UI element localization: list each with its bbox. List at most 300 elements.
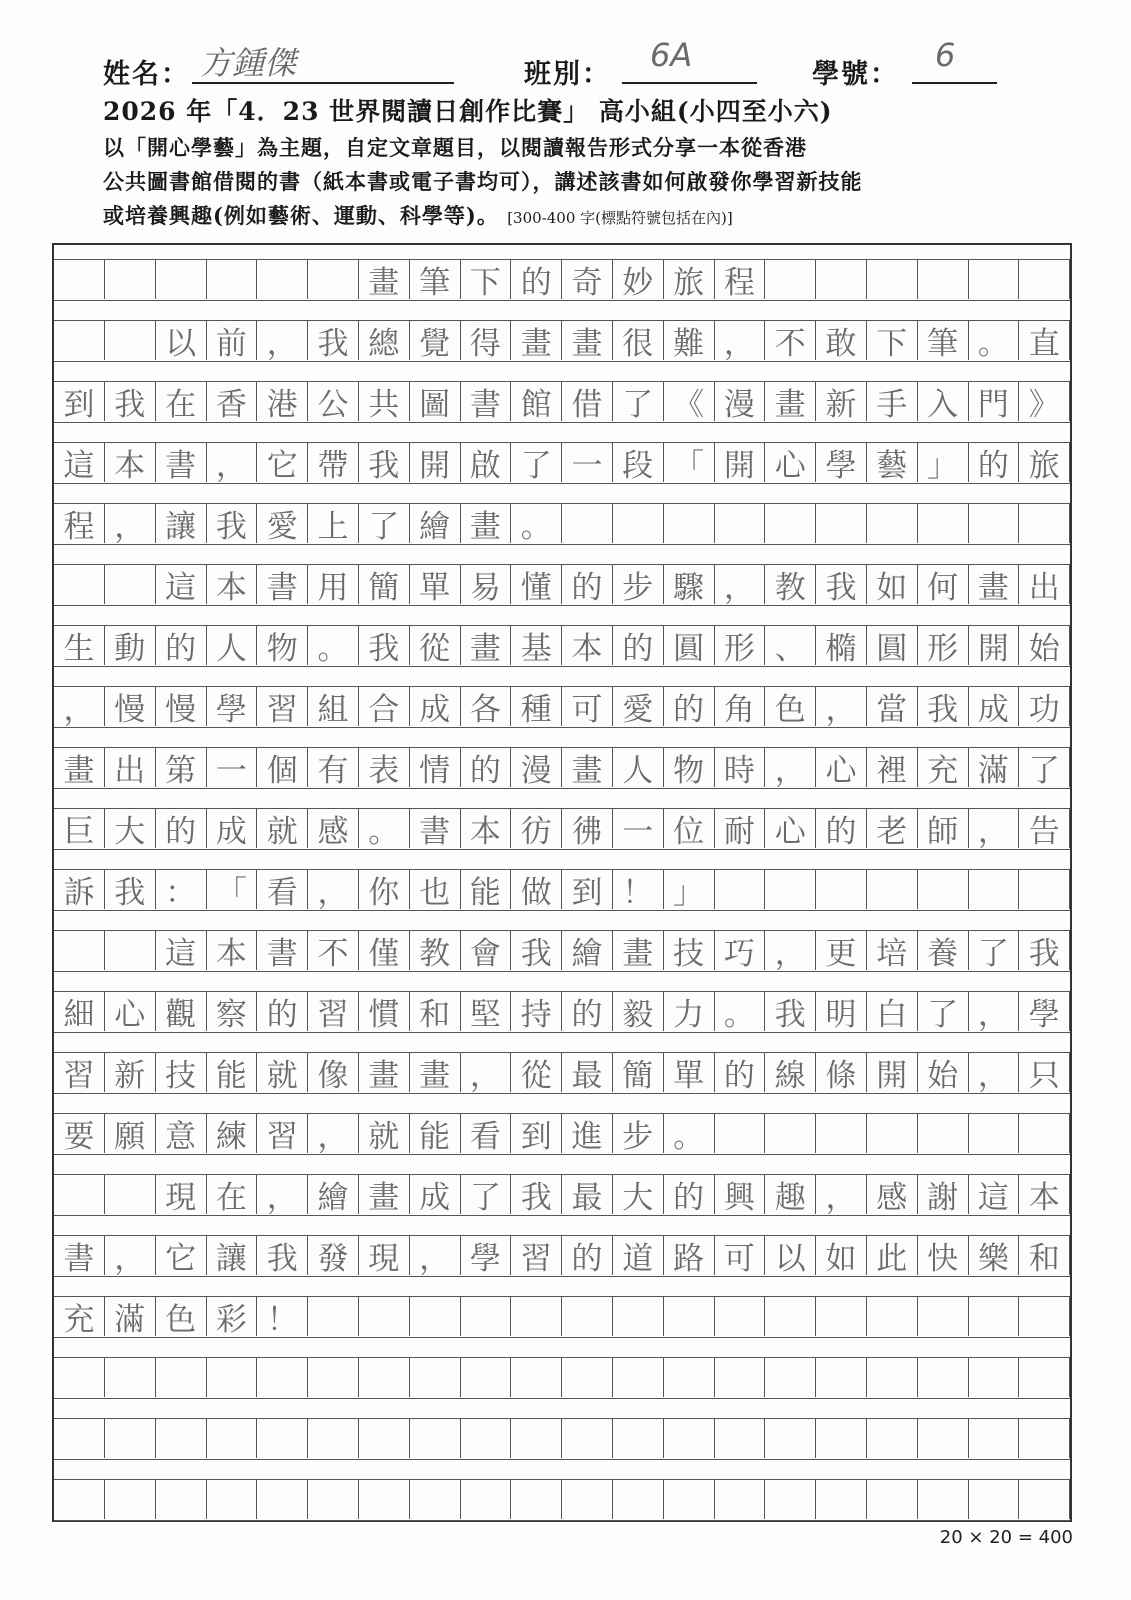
grid-cell: 到	[54, 382, 105, 421]
grid-cell: 組	[308, 687, 359, 726]
grid-cell	[1019, 1480, 1070, 1519]
grid-cell: 覺	[410, 321, 461, 360]
grid-cell: ！	[257, 1297, 308, 1336]
grid-cell	[105, 1175, 156, 1214]
grid-cell: 線	[765, 1053, 816, 1092]
grid-cell: 共	[359, 382, 410, 421]
grid-cell	[613, 1297, 664, 1336]
grid-cell	[714, 1419, 765, 1458]
grid-cell: 筆	[918, 321, 969, 360]
essay-row	[54, 747, 1070, 789]
grid-cell: 」	[664, 870, 715, 909]
grid-cell	[968, 1358, 1019, 1397]
grid-cell: 也	[410, 870, 461, 909]
grid-cell: 以	[156, 321, 207, 360]
number-value: 6	[935, 36, 956, 74]
grid-count-label: 20 × 20 = 400	[939, 1527, 1073, 1548]
grid-cell: 用	[308, 565, 359, 604]
grid-cell: 慢	[105, 687, 156, 726]
grid-cell: 種	[511, 687, 562, 726]
essay-row	[54, 991, 1070, 1033]
grid-cell: 這	[156, 931, 207, 970]
grid-cell: 我	[206, 504, 257, 543]
grid-cell: 本	[105, 443, 156, 482]
number-label: 學號：	[812, 59, 899, 90]
grid-cell: ！	[613, 870, 664, 909]
grid-cell: 畫	[359, 1053, 410, 1092]
grid-cell: 漫	[511, 748, 562, 787]
essay-row	[54, 1479, 1070, 1521]
grid-cell	[867, 870, 918, 909]
grid-cell: 情	[410, 748, 461, 787]
grid-cell	[206, 1358, 257, 1397]
grid-cell: 繪	[562, 931, 613, 970]
grid-cell	[257, 1419, 308, 1458]
grid-cell: 本	[206, 565, 257, 604]
grid-cell: 畫	[765, 382, 816, 421]
grid-cell	[410, 1358, 461, 1397]
grid-cell: 看	[460, 1114, 511, 1153]
grid-cell: 心	[765, 809, 816, 848]
grid-cell: 開	[410, 443, 461, 482]
grid-cell: 始	[1019, 626, 1070, 665]
grid-cell	[613, 1358, 664, 1397]
grid-cell	[918, 1114, 969, 1153]
grid-cell: ，	[968, 1053, 1019, 1092]
grid-cell: 持	[511, 992, 562, 1031]
grid-cell: 我	[105, 870, 156, 909]
grid-cell	[257, 1480, 308, 1519]
name-value: 方鍾傑	[200, 44, 297, 82]
grid-cell	[918, 1419, 969, 1458]
grid-cell	[714, 870, 765, 909]
grid-cell	[308, 1358, 359, 1397]
grid-cell	[765, 1358, 816, 1397]
grid-cell: ，	[308, 870, 359, 909]
grid-cell: 圓	[664, 626, 715, 665]
grid-cell: 驟	[664, 565, 715, 604]
grid-cell	[562, 1297, 613, 1336]
grid-cell: 本	[206, 931, 257, 970]
grid-cell	[765, 1297, 816, 1336]
grid-cell	[714, 1358, 765, 1397]
grid-cell: 告	[1019, 809, 1070, 848]
grid-cell: 書	[156, 443, 207, 482]
grid-cell: 一	[613, 809, 664, 848]
grid-cell: 感	[867, 1175, 918, 1214]
grid-cell: 簡	[613, 1053, 664, 1092]
writing-grid	[52, 243, 1072, 1522]
grid-cell	[359, 1358, 410, 1397]
grid-cell: 啟	[460, 443, 511, 482]
grid-cell: 現	[156, 1175, 207, 1214]
grid-cell: 何	[918, 565, 969, 604]
grid-cell: 出	[105, 748, 156, 787]
grid-cell: 各	[460, 687, 511, 726]
grid-cell: 不	[308, 931, 359, 970]
grid-cell: 繪	[308, 1175, 359, 1214]
essay-row	[54, 1418, 1070, 1460]
grid-cell	[867, 504, 918, 543]
grid-cell: 物	[664, 748, 715, 787]
grid-cell	[714, 1114, 765, 1153]
grid-cell	[918, 504, 969, 543]
grid-cell: 了	[460, 1175, 511, 1214]
grid-cell: 心	[765, 443, 816, 482]
grid-cell: 一	[562, 443, 613, 482]
grid-cell: 看	[257, 870, 308, 909]
grid-cell: 的	[613, 626, 664, 665]
grid-cell: 的	[816, 809, 867, 848]
grid-cell: 我	[816, 565, 867, 604]
grid-cell: 如	[816, 1236, 867, 1275]
header	[0, 0, 1131, 240]
grid-cell: 單	[664, 1053, 715, 1092]
grid-cell: 下	[867, 321, 918, 360]
grid-cell	[105, 565, 156, 604]
grid-cell: 成	[968, 687, 1019, 726]
grid-cell: 得	[460, 321, 511, 360]
grid-cell	[867, 1358, 918, 1397]
grid-cell	[54, 1175, 105, 1214]
grid-cell: 學	[816, 443, 867, 482]
grid-cell	[105, 1419, 156, 1458]
grid-cell: 」	[918, 443, 969, 482]
grid-cell: 我	[359, 443, 410, 482]
grid-cell: 妙	[613, 260, 664, 299]
grid-cell: 圓	[867, 626, 918, 665]
grid-cell	[54, 1419, 105, 1458]
grid-cell: 以	[765, 1236, 816, 1275]
grid-cell	[765, 1419, 816, 1458]
grid-cell: 有	[308, 748, 359, 787]
grid-cell: 。	[714, 992, 765, 1031]
grid-cell: 畫	[968, 565, 1019, 604]
grid-cell	[664, 1358, 715, 1397]
grid-cell: 學	[460, 1236, 511, 1275]
grid-cell: 道	[613, 1236, 664, 1275]
grid-cell: 我	[257, 1236, 308, 1275]
grid-cell: 在	[156, 382, 207, 421]
grid-cell	[765, 870, 816, 909]
grid-cell	[968, 1480, 1019, 1519]
grid-cell: 巧	[714, 931, 765, 970]
grid-cell: 最	[562, 1053, 613, 1092]
grid-cell	[867, 1419, 918, 1458]
grid-cell: 練	[206, 1114, 257, 1153]
grid-cell	[816, 1297, 867, 1336]
grid-cell: 培	[867, 931, 918, 970]
grid-cell: 圖	[410, 382, 461, 421]
grid-cell: 上	[308, 504, 359, 543]
grid-cell	[664, 1419, 715, 1458]
grid-cell: 物	[257, 626, 308, 665]
grid-cell: 書	[54, 1236, 105, 1275]
grid-cell: ，	[257, 321, 308, 360]
grid-cell	[867, 1114, 918, 1153]
grid-cell: ，	[460, 1053, 511, 1092]
essay-row	[54, 320, 1070, 362]
grid-cell: 師	[918, 809, 969, 848]
grid-cell: ，	[257, 1175, 308, 1214]
grid-cell: 開	[867, 1053, 918, 1092]
grid-cell	[816, 260, 867, 299]
grid-cell: 如	[867, 565, 918, 604]
grid-cell: ，	[105, 504, 156, 543]
grid-cell: 巨	[54, 809, 105, 848]
grid-cell: 從	[511, 1053, 562, 1092]
grid-cell: 條	[816, 1053, 867, 1092]
grid-cell: 始	[918, 1053, 969, 1092]
grid-cell: 到	[511, 1114, 562, 1153]
grid-cell: 成	[410, 687, 461, 726]
grid-cell: 的	[156, 809, 207, 848]
grid-cell	[156, 1419, 207, 1458]
grid-cell: 耐	[714, 809, 765, 848]
grid-cell	[511, 1480, 562, 1519]
grid-cell: 新	[816, 382, 867, 421]
grid-cell: ，	[968, 992, 1019, 1031]
grid-cell: 》	[1019, 382, 1070, 421]
grid-cell	[562, 1480, 613, 1519]
grid-cell: 。	[308, 626, 359, 665]
essay-row	[54, 869, 1070, 911]
grid-cell	[156, 1480, 207, 1519]
grid-cell	[918, 870, 969, 909]
grid-cell: 裡	[867, 748, 918, 787]
grid-cell: 充	[918, 748, 969, 787]
grid-cell	[308, 1480, 359, 1519]
grid-cell	[54, 1358, 105, 1397]
grid-cell: 我	[511, 931, 562, 970]
grid-cell: 畫	[511, 321, 562, 360]
grid-cell: ，	[765, 931, 816, 970]
grid-cell: 基	[511, 626, 562, 665]
grid-cell: 會	[460, 931, 511, 970]
grid-cell: 習	[511, 1236, 562, 1275]
grid-cell: 了	[968, 931, 1019, 970]
grid-cell: 我	[359, 626, 410, 665]
grid-cell: 的	[511, 260, 562, 299]
grid-cell: 奇	[562, 260, 613, 299]
grid-cell	[664, 1297, 715, 1336]
grid-cell: 角	[714, 687, 765, 726]
grid-cell: 你	[359, 870, 410, 909]
essay-row	[54, 442, 1070, 484]
essay-row	[54, 686, 1070, 728]
grid-cell	[562, 1358, 613, 1397]
grid-cell	[1019, 870, 1070, 909]
grid-cell	[511, 1419, 562, 1458]
grid-cell: 難	[664, 321, 715, 360]
grid-cell: 時	[714, 748, 765, 787]
grid-cell: 步	[613, 1114, 664, 1153]
grid-cell	[613, 1480, 664, 1519]
grid-cell: 借	[562, 382, 613, 421]
grid-cell: 養	[918, 931, 969, 970]
grid-cell: 它	[156, 1236, 207, 1275]
grid-cell: 藝	[867, 443, 918, 482]
grid-cell: 入	[918, 382, 969, 421]
grid-cell: 色	[765, 687, 816, 726]
grid-cell: 能	[460, 870, 511, 909]
grid-cell	[156, 260, 207, 299]
grid-cell: 表	[359, 748, 410, 787]
grid-cell: 這	[54, 443, 105, 482]
grid-cell: 本	[1019, 1175, 1070, 1214]
grid-cell: 的	[257, 992, 308, 1031]
grid-cell	[714, 504, 765, 543]
grid-cell: 功	[1019, 687, 1070, 726]
essay-row	[54, 381, 1070, 423]
grid-cell: ，	[816, 1175, 867, 1214]
grid-cell	[460, 1480, 511, 1519]
grid-cell: ，	[765, 748, 816, 787]
grid-cell: 教	[765, 565, 816, 604]
grid-cell: 「	[664, 443, 715, 482]
grid-cell: 單	[410, 565, 461, 604]
grid-cell: 了	[359, 504, 410, 543]
grid-cell: 愛	[257, 504, 308, 543]
instruction-line-2: 公共圖書館借閱的書（紙本書或電子書均可），講述該書如何啟發你學習新技能	[103, 169, 863, 194]
grid-cell: 了	[511, 443, 562, 482]
grid-cell	[968, 260, 1019, 299]
grid-cell: 畫	[613, 931, 664, 970]
grid-cell	[765, 504, 816, 543]
essay-row	[54, 1052, 1070, 1094]
grid-cell: 手	[867, 382, 918, 421]
grid-cell	[105, 931, 156, 970]
grid-cell	[206, 260, 257, 299]
essay-row	[54, 625, 1070, 667]
grid-cell: 程	[714, 260, 765, 299]
grid-cell: 心	[105, 992, 156, 1031]
grid-cell	[816, 504, 867, 543]
grid-cell: 習	[54, 1053, 105, 1092]
grid-cell	[562, 504, 613, 543]
grid-cell	[511, 1297, 562, 1336]
grid-cell: 彩	[206, 1297, 257, 1336]
grid-cell	[308, 260, 359, 299]
grid-cell: 滿	[968, 748, 1019, 787]
grid-cell: 我	[918, 687, 969, 726]
grid-cell	[968, 1297, 1019, 1336]
grid-cell: 書	[410, 809, 461, 848]
grid-cell: ，	[206, 443, 257, 482]
grid-cell: 能	[206, 1053, 257, 1092]
grid-cell: 就	[257, 1053, 308, 1092]
grid-cell: 色	[156, 1297, 207, 1336]
grid-cell: 習	[257, 1114, 308, 1153]
grid-cell	[816, 1114, 867, 1153]
grid-cell: ，	[410, 1236, 461, 1275]
grid-cell	[968, 1114, 1019, 1153]
grid-cell	[765, 1114, 816, 1153]
grid-cell: 簡	[359, 565, 410, 604]
grid-cell	[460, 1358, 511, 1397]
grid-cell: 快	[918, 1236, 969, 1275]
grid-cell: 我	[308, 321, 359, 360]
grid-cell: 和	[410, 992, 461, 1031]
grid-cell: 大	[613, 1175, 664, 1214]
grid-cell: 明	[816, 992, 867, 1031]
grid-cell	[816, 1480, 867, 1519]
grid-cell: 敢	[816, 321, 867, 360]
grid-cell: 願	[105, 1114, 156, 1153]
grid-cell: 畫	[460, 504, 511, 543]
grid-cell: 慣	[359, 992, 410, 1031]
grid-cell: 白	[867, 992, 918, 1031]
grid-cell: 香	[206, 382, 257, 421]
grid-cell: 我	[105, 382, 156, 421]
grid-cell: 畫	[359, 260, 410, 299]
grid-cell: 帶	[308, 443, 359, 482]
grid-cell: 堅	[460, 992, 511, 1031]
grid-cell: 彿	[562, 809, 613, 848]
grid-cell: 了	[918, 992, 969, 1031]
grid-cell	[918, 1480, 969, 1519]
grid-cell: 本	[460, 809, 511, 848]
grid-cell	[613, 1419, 664, 1458]
grid-cell	[410, 1480, 461, 1519]
grid-cell	[918, 1297, 969, 1336]
grid-cell: 在	[206, 1175, 257, 1214]
grid-cell: 。	[968, 321, 1019, 360]
grid-cell: 畫	[54, 748, 105, 787]
grid-cell: 畫	[410, 1053, 461, 1092]
grid-cell: 畫	[562, 321, 613, 360]
grid-cell: 要	[54, 1114, 105, 1153]
grid-cell: 的	[562, 1236, 613, 1275]
grid-cell	[816, 1358, 867, 1397]
grid-cell: 慢	[156, 687, 207, 726]
grid-cell: 做	[511, 870, 562, 909]
grid-cell: ，	[54, 687, 105, 726]
grid-cell: 館	[511, 382, 562, 421]
grid-cell: ，	[308, 1114, 359, 1153]
grid-cell	[1019, 504, 1070, 543]
essay-row	[54, 1113, 1070, 1155]
grid-cell: 訴	[54, 870, 105, 909]
grid-cell: 愛	[613, 687, 664, 726]
grid-cell	[410, 1297, 461, 1336]
grid-cell: 它	[257, 443, 308, 482]
word-limit-note: [300-400 字(標點符號包括在內)]	[507, 209, 733, 227]
instruction-line-3	[103, 200, 733, 230]
grid-cell	[206, 1480, 257, 1519]
grid-cell: 察	[206, 992, 257, 1031]
grid-cell	[308, 1297, 359, 1336]
essay-row	[54, 503, 1070, 545]
grid-cell: 路	[664, 1236, 715, 1275]
grid-cell	[918, 260, 969, 299]
essay-row	[54, 564, 1070, 606]
grid-cell: 成	[206, 809, 257, 848]
grid-cell	[562, 1419, 613, 1458]
grid-cell: 步	[613, 565, 664, 604]
essay-row	[54, 808, 1070, 850]
grid-cell: 畫	[562, 748, 613, 787]
grid-cell	[1019, 1114, 1070, 1153]
grid-cell: 就	[257, 809, 308, 848]
grid-cell	[308, 1419, 359, 1458]
grid-cell: 新	[105, 1053, 156, 1092]
grid-cell	[54, 565, 105, 604]
grid-cell: 技	[664, 931, 715, 970]
grid-cell	[511, 1358, 562, 1397]
grid-cell	[613, 504, 664, 543]
grid-cell: 意	[156, 1114, 207, 1153]
